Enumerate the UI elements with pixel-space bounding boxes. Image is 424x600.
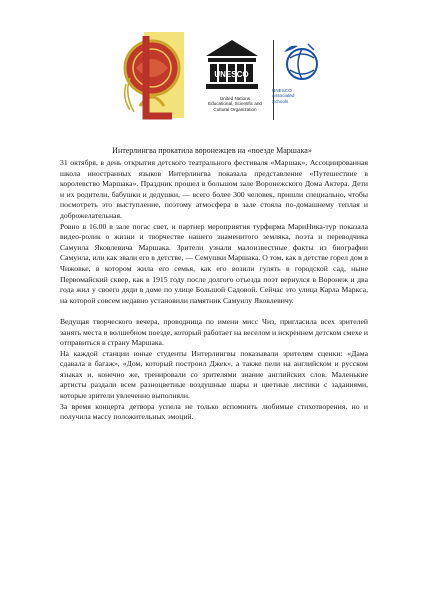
unesco-caption-line: Educational, Scientific and: [208, 101, 262, 107]
paragraph-stations: На каждой станции юные студенты Интерлингвы показывали зрителям сценки: «Дама сдавала в багаж», «Дом, который построил Джек», а также пели на английском и русском языках и, конечно же, тренировали со зрителями знание английских слов. Маленькие артисты раздали всем разноцветные воздушные шары и цветные листики с заданиями, которые зрители увлеченно выполняли.: [60, 348, 368, 401]
schools-caption: [272, 88, 332, 104]
unesco-caption-line: United Nations: [219, 96, 251, 101]
article-body: [60, 158, 368, 423]
schools-caption-line: Associated: [272, 93, 295, 99]
logo-divider: [273, 40, 274, 120]
unesco-caption-line: Cultural Organization: [213, 106, 257, 112]
article-title: Интерлингва прокатила воронежцев на «поезде Маршака»: [112, 146, 312, 155]
paragraph-video: Ровно в 16.00 в зале погас свет, и партнер мероприятия турфирма МариНика-тур показала видео-ролик о жизни и творчестве нашего знаменитого земляка, поэта и переводчика Самуила Яковлевича Маршака. Зрители узнали малоизвестные факты из биографии Самуила, или как звали его в детстве, — Семушки Маршака. О том, как в детстве горел дом в Чижовке, в котором жила его семья, как его возили гулять в городской сад, ныне Первомайский сквер, как в 1915 году после долгого отъезда поэт вернулся в Воронеж и два года жил у своего дяди в доме по улице Большой Садовой. Сейчас это улица Карла Маркса, на которой совсем недавно установили памятник Самуилу Яковлевичу.: [60, 221, 368, 305]
associated-schools-globe-icon: [280, 40, 322, 86]
schools-caption-line: Schools: [272, 98, 289, 104]
paragraph-host: Ведущая творческого вечера, проводница по имени мисс Чиз, пригласила всех зрителей занять места в волшебном поезде, который работает на веселом и искреннем детском смехе и отправиться в страну Маршака.: [60, 316, 368, 348]
paragraph-intro: 31 октября, в день открытия детского театрального фестиваля «Маршак», Ассоциированная школа иностранных языков Интерлингва показала представление «Путешествие в королевство Маршака». Праздник прошел в большом зале Воронежского Дома Актера. Дети и их родители, бабушки и дедушки, — всего более 300 человек, пришли специально, чтобы посмотреть это выступление, поэтому атмосфера в зале стояла по-домашнему теплая и доброжелательная.: [60, 158, 368, 220]
schools-caption-line: UNESCO: [272, 88, 292, 93]
header-logos: [120, 28, 350, 128]
unesco-temple-icon: [200, 34, 264, 98]
unesco-wordmark: UNESCO: [214, 70, 249, 79]
paragraph-closing: За время концерта детвора успела не только вспомнить любимые стихотворения, но и получила массу положительных эмоций.: [60, 401, 368, 422]
unesco-caption: [190, 96, 280, 112]
paragraph-gap: [60, 306, 368, 317]
interlingua-logo-icon: [120, 28, 188, 124]
